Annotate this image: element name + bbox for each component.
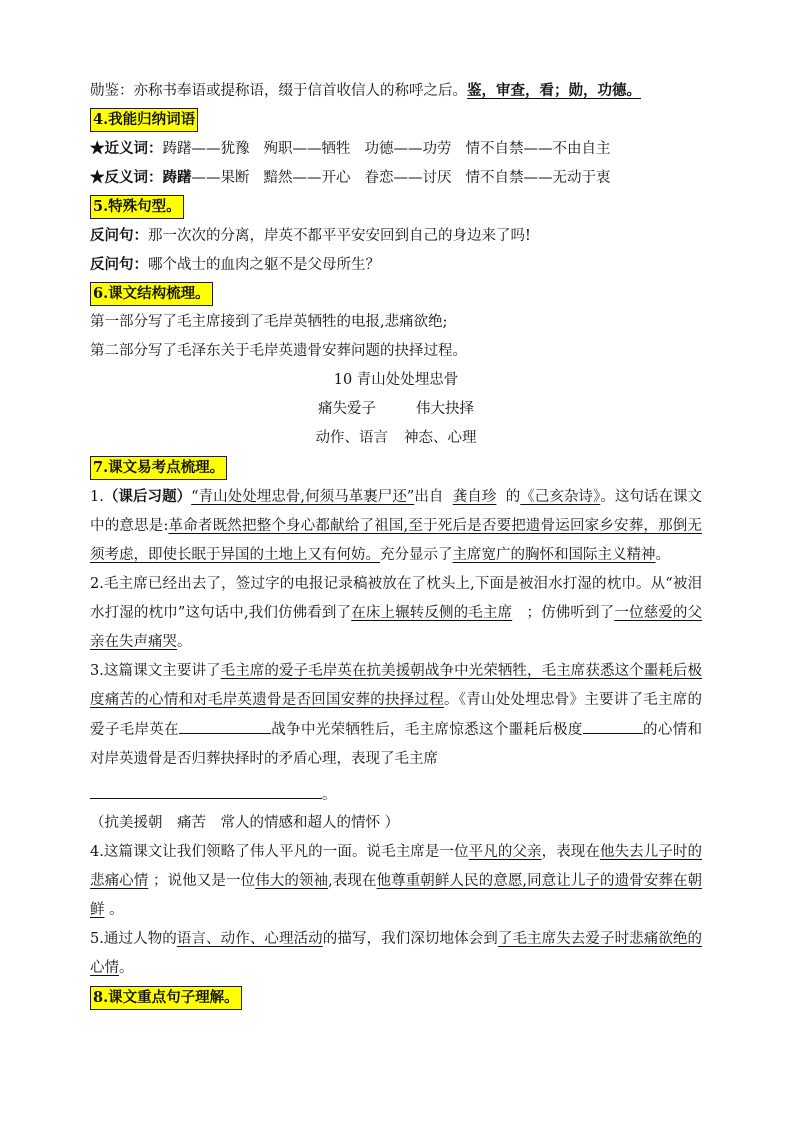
structure-part-2: 第二部分写了毛泽东关于毛岸英遗骨安葬问题的抉择过程。 xyxy=(90,343,467,359)
point-3: 3.这篇课文主要讲了毛主席的爱子毛岸英在抗美援朝战争中光荣牺牲，毛主席获悉这个噩耗后极度痛苦的心情和对毛岸英遗骨是否回国安葬的抉择过程。《青山处处埋忠骨》主要讲了毛主席的爱子毛岸英在 战争中光荣牺牲后，毛主席惊悉这个噩耗后极度 的心情和对岸英遗骨是否归葬抉择时的矛盾心理，表现了毛主席 xyxy=(90,663,702,767)
blank-2[interactable] xyxy=(583,715,643,734)
structure-details: 动作、语言 神态、心理 xyxy=(315,430,477,446)
document-page: 勋鉴：亦称书奉语或提称语，缀于信首收信人的称呼之后。鉴，审查，看；勋，功德。 4.我能归纳词语 ★近义词：踌躇——犹豫 殉职——牺牲 功德——功劳 情不自禁——不由自主 ★反义词：踌躇——果断 黯然——开心 眷恋——讨厌 情不自禁——无动于衷 5.特殊句型。 反问句：那一次次的分离，岸英不都平平安安回到自己的身边来了吗! 反问句：哪个战士的血肉之躯不是父母所生？ 6.课文结构梳理。 第一部分写了毛主席接到了毛岸英牺牲的电报,悲痛欲绝; 第二部分写了毛泽东关于毛岸英遗骨安葬问题的抉择过程。 10 青山处处埋忠骨 痛失爱子 伟大抉择 动作、语言 神态、心理 7.课文易考点梳理。 1.（课后习题）“青山处处埋忠骨,何须马革裹尸还”出自 龚自珍 的《己亥杂诗》。这句话在课文中的意思是:革命者既然把整个身心都献给了祖国,至于死后是否要把遗骨运回家乡安葬，那倒无须考虑，即使长眠于异国的土地上又有何妨。充分显示了主席宽广的胸怀和国际主义精神。 2.毛主席已经出去了，签过字的电报记录稿被放在了枕头上,下面是被泪水打湿的枕巾。从“被泪水打湿的枕巾”这句话中,我们仿佛看到了在床上辗转反侧的毛主席 ；仿佛听到了一位慈爱的父亲在失声痛哭。 3.这篇课文主要讲了毛主席的爱子毛岸英在抗美援朝战争中光荣牺牲，毛主席获悉这个噩耗后极度痛苦的心情和对毛岸英遗骨是否回国安葬的抉择过程。《青山处处埋忠骨》主要讲了毛主席的爱子毛岸英在 战争中光荣牺牲后，毛主席惊悉这个噩耗后极度 的心情和对岸英遗骨是否归葬抉择时的矛盾心理，表现了毛主席 。 （抗美援朝 痛苦 常人的情感和超人的情怀 ） 4.这篇课文让我们领略了伟人平凡的一面。说毛主席是一位平凡的父亲，表现在他失去儿子时的悲痛心情 ；说他又是一位伟大的领袖,表现在他尊重朝鲜人民的意愿,同意让儿子的遗骨安葬在朝鲜 。 5.通过人物的语言、动作、心理活动的描写，我们深切地体会到了毛主席失去爱子时悲痛欲绝的心情。 8.课文重点句子理解。 xyxy=(90,76,702,1012)
blank-3[interactable] xyxy=(90,780,322,799)
section-heading-8: 8.课文重点句子理解。 xyxy=(90,986,242,1010)
point-5: 5.通过人物的语言、动作、心理活动的描写，我们深切地体会到了毛主席失去爱子时悲痛欲绝的心情。 xyxy=(90,931,703,976)
rhetorical-question-1: 反问句：那一次次的分离，岸英不都平平安安回到自己的身边来了吗! xyxy=(90,227,531,244)
definition-line: 勋鉴：亦称书奉语或提称语，缀于信首收信人的称呼之后。鉴，审查，看；勋，功德。 xyxy=(90,82,641,99)
point-1: 1.（课后习题）“青山处处埋忠骨,何须马革裹尸还”出自 龚自珍 的《己亥杂诗》。这句话在课文中的意思是:革命者既然把整个身心都献给了祖国,至于死后是否要把遗骨运回家乡安葬，那倒无须考虑，即使长眠于异国的土地上又有何妨。充分显示了主席宽广的胸怀和国际主义精神。 xyxy=(90,488,703,563)
point-2: 2.毛主席已经出去了，签过字的电报记录稿被放在了枕头上,下面是被泪水打湿的枕巾。从“被泪水打湿的枕巾”这句话中,我们仿佛看到了在床上辗转反侧的毛主席 ；仿佛听到了一位慈爱的父亲在失声痛哭。 xyxy=(90,576,703,650)
answer-key: （抗美援朝 痛苦 常人的情感和超人的情怀 ） xyxy=(90,815,400,831)
blank-1[interactable] xyxy=(179,715,271,734)
structure-title: 10 青山处处埋忠骨 xyxy=(333,372,459,388)
section-heading-7: 7.课文易考点梳理。 xyxy=(90,456,227,480)
section-heading-4: 4.我能归纳词语 xyxy=(90,108,198,132)
definition-key: 鉴，审查，看；勋，功德。 xyxy=(467,82,641,99)
antonyms-line: ★反义词：踌躇——果断 黯然——开心 眷恋——讨厌 情不自禁——无动于衷 xyxy=(90,169,611,186)
synonyms-line: ★近义词：踌躇——犹豫 殉职——牺牲 功德——功劳 情不自禁——不由自主 xyxy=(90,140,611,157)
structure-branches: 痛失爱子 伟大抉择 xyxy=(318,401,474,417)
section-heading-5: 5.特殊句型。 xyxy=(90,195,184,219)
section-heading-6: 6.课文结构梳理。 xyxy=(90,282,213,306)
point-4: 4.这篇课文让我们领略了伟人平凡的一面。说毛主席是一位平凡的父亲，表现在他失去儿子时的悲痛心情 ；说他又是一位伟大的领袖,表现在他尊重朝鲜人民的意愿,同意让儿子的遗骨安葬在朝鲜 。 xyxy=(90,844,703,918)
rhetorical-question-2: 反问句：哪个战士的血肉之躯不是父母所生？ xyxy=(90,256,380,273)
structure-part-1: 第一部分写了毛主席接到了毛岸英牺牲的电报,悲痛欲绝; xyxy=(90,314,448,330)
